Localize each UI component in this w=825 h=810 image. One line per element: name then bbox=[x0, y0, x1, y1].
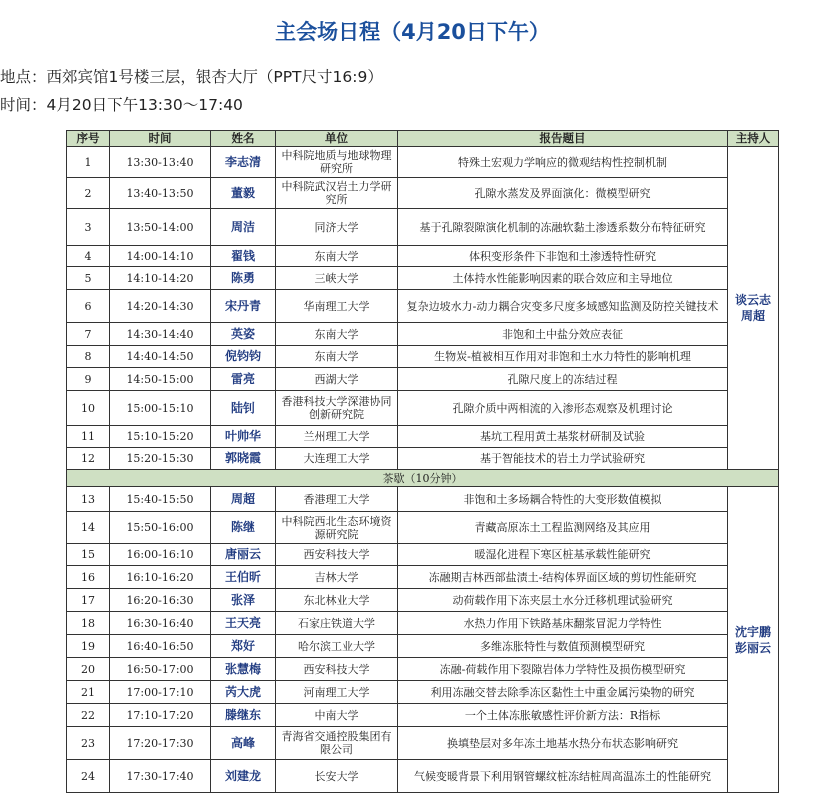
row-no: 6 bbox=[67, 290, 110, 323]
table-row bbox=[67, 512, 779, 544]
report-topic: 基于智能技术的岩土力学试验研究 bbox=[398, 448, 728, 470]
speaker-name: 唐丽云 bbox=[211, 544, 276, 566]
speaker-unit: 哈尔滨工业大学 bbox=[276, 635, 398, 658]
speaker-name: 叶帅华 bbox=[211, 426, 276, 448]
speaker-name: 芮大虎 bbox=[211, 681, 276, 704]
row-time: 15:10-15:20 bbox=[110, 426, 211, 448]
report-topic: 生物炭-植被相互作用对非饱和土水力特性的影响机理 bbox=[398, 346, 728, 368]
time-line: 时间：4月20日下午13:30～17:40 bbox=[0, 96, 243, 114]
report-topic: 动荷载作用下冻夹层土水分迁移机理试验研究 bbox=[398, 589, 728, 612]
row-time: 16:10-16:20 bbox=[110, 566, 211, 589]
speaker-unit: 香港理工大学 bbox=[276, 487, 398, 512]
table-row bbox=[67, 368, 779, 391]
table-row bbox=[67, 246, 779, 267]
row-no: 8 bbox=[67, 346, 110, 368]
row-no: 11 bbox=[67, 426, 110, 448]
row-time: 17:00-17:10 bbox=[110, 681, 211, 704]
report-topic: 基于孔隙裂隙演化机制的冻融软黏土渗透系数分布特征研究 bbox=[398, 209, 728, 246]
report-topic: 利用冻融交替去除季冻区黏性土中重金属污染物的研究 bbox=[398, 681, 728, 704]
speaker-name: 周超 bbox=[211, 487, 276, 512]
row-no: 14 bbox=[67, 512, 110, 544]
row-time: 16:30-16:40 bbox=[110, 612, 211, 635]
row-no: 13 bbox=[67, 487, 110, 512]
speaker-name: 翟钱 bbox=[211, 246, 276, 267]
report-topic: 土体持水性能影响因素的联合效应和主导地位 bbox=[398, 267, 728, 290]
row-time: 15:00-15:10 bbox=[110, 391, 211, 426]
table-row bbox=[67, 487, 779, 512]
location-line: 地点：西郊宾馆1号楼三层，银杏大厅（PPT尺寸16:9） bbox=[0, 68, 383, 86]
speaker-unit: 华南理工大学 bbox=[276, 290, 398, 323]
row-time: 14:40-14:50 bbox=[110, 346, 211, 368]
speaker-unit: 西湖大学 bbox=[276, 368, 398, 391]
report-topic: 青藏高原冻土工程监测网络及其应用 bbox=[398, 512, 728, 544]
report-topic: 非饱和土多场耦合特性的大变形数值模拟 bbox=[398, 487, 728, 512]
table-row bbox=[67, 612, 779, 635]
report-topic: 特殊土宏观力学响应的微观结构性控制机制 bbox=[398, 147, 728, 178]
row-time: 17:10-17:20 bbox=[110, 704, 211, 727]
page-title: 主会场日程（4月20日下午） bbox=[275, 20, 550, 44]
tea-break-label: 茶歇（10分钟） bbox=[67, 470, 779, 487]
row-no: 17 bbox=[67, 589, 110, 612]
table-row bbox=[67, 681, 779, 704]
speaker-unit: 东北林业大学 bbox=[276, 589, 398, 612]
row-no: 23 bbox=[67, 727, 110, 760]
row-no: 12 bbox=[67, 448, 110, 470]
report-topic: 换填垫层对多年冻土地基水热分布状态影响研究 bbox=[398, 727, 728, 760]
speaker-name: 王天亮 bbox=[211, 612, 276, 635]
schedule-table bbox=[66, 130, 779, 793]
row-time: 15:20-15:30 bbox=[110, 448, 211, 470]
speaker-unit: 东南大学 bbox=[276, 246, 398, 267]
row-time: 17:20-17:30 bbox=[110, 727, 211, 760]
report-topic: 冻融期吉林西部盐渍土-结构体界面区域的剪切性能研究 bbox=[398, 566, 728, 589]
tea-break-row bbox=[67, 470, 779, 487]
row-no: 15 bbox=[67, 544, 110, 566]
report-topic: 气候变暖背景下利用钢管螺纹桩冻结桩周高温冻土的性能研究 bbox=[398, 760, 728, 793]
speaker-unit: 大连理工大学 bbox=[276, 448, 398, 470]
row-no: 5 bbox=[67, 267, 110, 290]
speaker-unit: 东南大学 bbox=[276, 323, 398, 346]
report-topic: 水热力作用下铁路基床翻浆冒泥力学特性 bbox=[398, 612, 728, 635]
speaker-name: 李志清 bbox=[211, 147, 276, 178]
col-header-unit: 单位 bbox=[276, 131, 398, 147]
row-no: 21 bbox=[67, 681, 110, 704]
speaker-name: 郭晓霞 bbox=[211, 448, 276, 470]
speaker-unit: 青海省交通控股集团有限公司 bbox=[276, 727, 398, 760]
table-row bbox=[67, 323, 779, 346]
table-row bbox=[67, 346, 779, 368]
row-no: 2 bbox=[67, 178, 110, 209]
speaker-unit: 兰州理工大学 bbox=[276, 426, 398, 448]
speaker-unit: 同济大学 bbox=[276, 209, 398, 246]
report-topic: 非饱和土中盐分效应表征 bbox=[398, 323, 728, 346]
row-no: 7 bbox=[67, 323, 110, 346]
row-time: 16:50-17:00 bbox=[110, 658, 211, 681]
row-time: 13:50-14:00 bbox=[110, 209, 211, 246]
host-cell-1: 谈云志 周超 bbox=[728, 147, 779, 470]
speaker-name: 张慧梅 bbox=[211, 658, 276, 681]
speaker-name: 宋丹青 bbox=[211, 290, 276, 323]
row-time: 13:30-13:40 bbox=[110, 147, 211, 178]
table-row bbox=[67, 209, 779, 246]
row-no: 18 bbox=[67, 612, 110, 635]
speaker-unit: 中南大学 bbox=[276, 704, 398, 727]
speaker-name: 倪钧钧 bbox=[211, 346, 276, 368]
row-time: 14:20-14:30 bbox=[110, 290, 211, 323]
row-no: 9 bbox=[67, 368, 110, 391]
speaker-name: 张泽 bbox=[211, 589, 276, 612]
row-no: 24 bbox=[67, 760, 110, 793]
row-time: 15:50-16:00 bbox=[110, 512, 211, 544]
report-topic: 体积变形条件下非饱和土渗透特性研究 bbox=[398, 246, 728, 267]
row-time: 14:00-14:10 bbox=[110, 246, 211, 267]
report-topic: 孔隙水蒸发及界面演化：微模型研究 bbox=[398, 178, 728, 209]
speaker-unit: 河南理工大学 bbox=[276, 681, 398, 704]
table-row bbox=[67, 566, 779, 589]
speaker-unit: 中科院武汉岩土力学研究所 bbox=[276, 178, 398, 209]
report-topic: 复杂边坡水力-动力耦合灾变多尺度多域感知监测及防控关键技术 bbox=[398, 290, 728, 323]
row-no: 19 bbox=[67, 635, 110, 658]
speaker-unit: 三峡大学 bbox=[276, 267, 398, 290]
col-header-time: 时间 bbox=[110, 131, 211, 147]
table-row bbox=[67, 544, 779, 566]
report-topic: 基坑工程用黄土基浆材研制及试验 bbox=[398, 426, 728, 448]
speaker-unit: 中科院地质与地球物理研究所 bbox=[276, 147, 398, 178]
speaker-unit: 长安大学 bbox=[276, 760, 398, 793]
table-row bbox=[67, 391, 779, 426]
report-topic: 一个土体冻胀敏感性评价新方法：R指标 bbox=[398, 704, 728, 727]
row-time: 16:00-16:10 bbox=[110, 544, 211, 566]
speaker-unit: 石家庄铁道大学 bbox=[276, 612, 398, 635]
row-no: 22 bbox=[67, 704, 110, 727]
report-topic: 孔隙介质中两相流的入渗形态观察及机理讨论 bbox=[398, 391, 728, 426]
table-row bbox=[67, 658, 779, 681]
report-topic: 多维冻胀特性与数值预测模型研究 bbox=[398, 635, 728, 658]
table-header-row bbox=[67, 131, 779, 147]
row-time: 16:40-16:50 bbox=[110, 635, 211, 658]
speaker-unit: 东南大学 bbox=[276, 346, 398, 368]
col-header-name: 姓名 bbox=[211, 131, 276, 147]
table-row bbox=[67, 704, 779, 727]
row-no: 20 bbox=[67, 658, 110, 681]
table-row bbox=[67, 448, 779, 470]
row-time: 16:20-16:30 bbox=[110, 589, 211, 612]
speaker-name: 周洁 bbox=[211, 209, 276, 246]
speaker-unit: 香港科技大学深港协同创新研究院 bbox=[276, 391, 398, 426]
speaker-name: 雷亮 bbox=[211, 368, 276, 391]
speaker-unit: 吉林大学 bbox=[276, 566, 398, 589]
speaker-name: 陈继 bbox=[211, 512, 276, 544]
col-header-no: 序号 bbox=[67, 131, 110, 147]
row-no: 10 bbox=[67, 391, 110, 426]
speaker-unit: 西安科技大学 bbox=[276, 658, 398, 681]
row-time: 13:40-13:50 bbox=[110, 178, 211, 209]
row-no: 4 bbox=[67, 246, 110, 267]
speaker-name: 刘建龙 bbox=[211, 760, 276, 793]
table-row bbox=[67, 290, 779, 323]
col-header-topic: 报告题目 bbox=[398, 131, 728, 147]
speaker-name: 郑好 bbox=[211, 635, 276, 658]
row-no: 1 bbox=[67, 147, 110, 178]
report-topic: 冻融-荷载作用下裂隙岩体力学特性及损伤模型研究 bbox=[398, 658, 728, 681]
speaker-unit: 西安科技大学 bbox=[276, 544, 398, 566]
table-row bbox=[67, 589, 779, 612]
row-time: 17:30-17:40 bbox=[110, 760, 211, 793]
speaker-name: 陈勇 bbox=[211, 267, 276, 290]
report-topic: 孔隙尺度上的冻结过程 bbox=[398, 368, 728, 391]
table-row bbox=[67, 760, 779, 793]
table-row bbox=[67, 635, 779, 658]
speaker-name: 英姿 bbox=[211, 323, 276, 346]
speaker-name: 陆钊 bbox=[211, 391, 276, 426]
speaker-name: 王伯昕 bbox=[211, 566, 276, 589]
table-row bbox=[67, 267, 779, 290]
row-no: 16 bbox=[67, 566, 110, 589]
row-no: 3 bbox=[67, 209, 110, 246]
table-row bbox=[67, 147, 779, 178]
row-time: 15:40-15:50 bbox=[110, 487, 211, 512]
row-time: 14:50-15:00 bbox=[110, 368, 211, 391]
speaker-name: 董毅 bbox=[211, 178, 276, 209]
table-row bbox=[67, 727, 779, 760]
row-time: 14:30-14:40 bbox=[110, 323, 211, 346]
report-topic: 暖湿化进程下寒区桩基承载性能研究 bbox=[398, 544, 728, 566]
table-row bbox=[67, 426, 779, 448]
speaker-name: 高峰 bbox=[211, 727, 276, 760]
row-time: 14:10-14:20 bbox=[110, 267, 211, 290]
speaker-unit: 中科院西北生态环境资源研究院 bbox=[276, 512, 398, 544]
col-header-host: 主持人 bbox=[728, 131, 779, 147]
host-cell-2: 沈宇鹏 彭丽云 bbox=[728, 487, 779, 793]
table-row bbox=[67, 178, 779, 209]
speaker-name: 滕继东 bbox=[211, 704, 276, 727]
